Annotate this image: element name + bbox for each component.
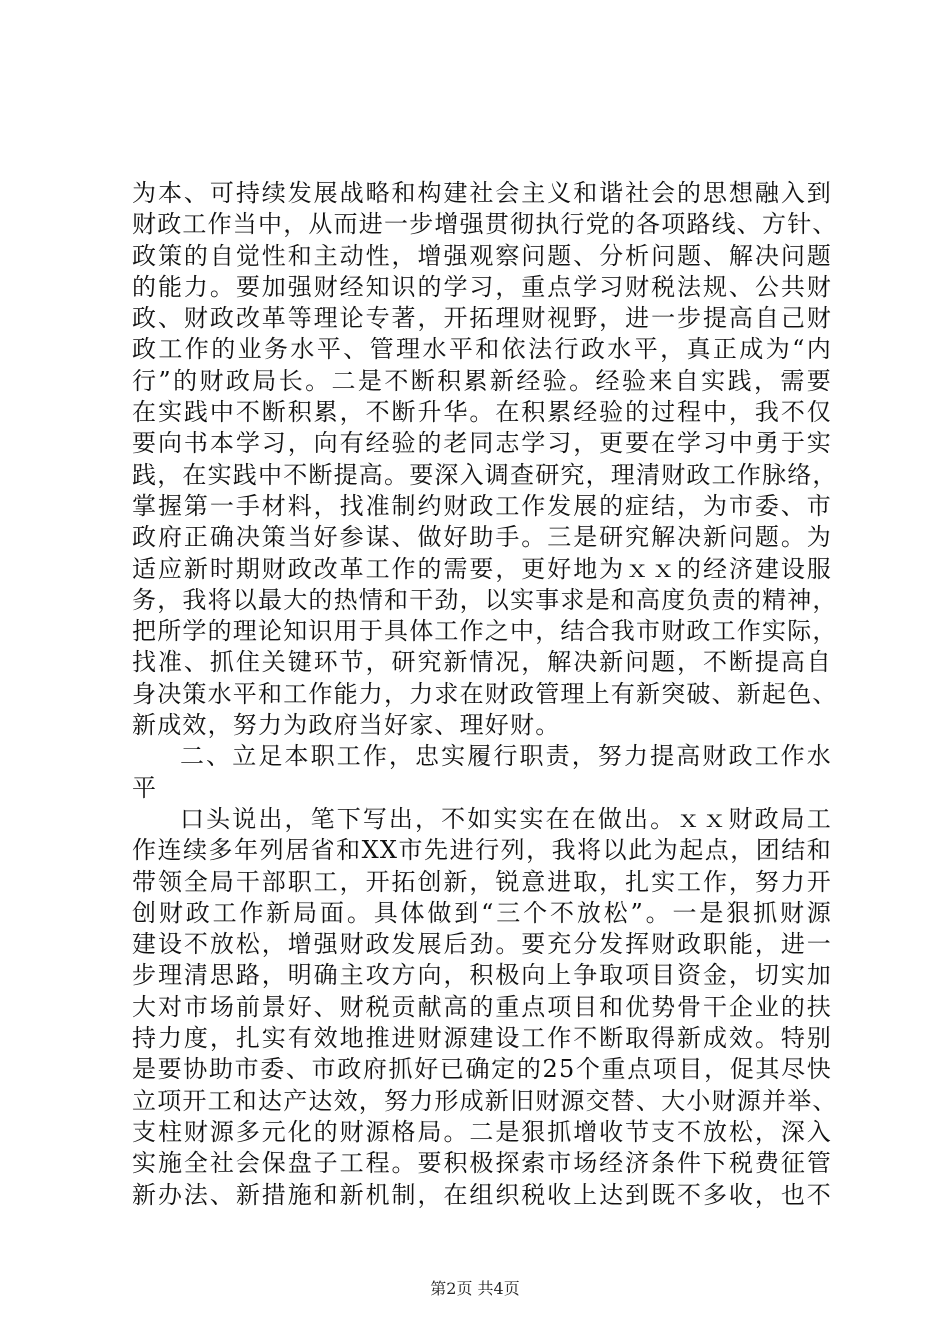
text-line: 行”的财政局长。二是不断积累新经验。经验来自实践，需要 (132, 366, 832, 395)
text-line: 找准、抓住关键环节，研究新情况，解决新问题，不断提高自 (132, 648, 832, 677)
text-line: 步理清思路，明确主攻方向，积极向上争取项目资金，切实加 (132, 961, 832, 990)
text-line: 二、立足本职工作，忠实履行职责，努力提高财政工作水 (180, 742, 832, 771)
text-line: 践，在实践中不断提高。要深入调查研究，理清财政工作脉络， (132, 460, 838, 489)
text-line: 要向书本学习，向有经验的老同志学习，更要在学习中勇于实 (132, 429, 832, 458)
text-line: 持力度，扎实有效地推进财源建设工作不断取得新成效。特别 (132, 1024, 832, 1053)
text-line: 政府正确决策当好参谋、做好助手。三是研究解决新问题。为 (132, 523, 832, 552)
text-line: 新成效，努力为政府当好家、理好财。 (132, 711, 561, 740)
text-line: 政工作的业务水平、管理水平和依法行政水平，真正成为“内 (132, 335, 832, 364)
text-line: 在实践中不断积累，不断升华。在积累经验的过程中，我不仅 (132, 398, 832, 427)
text-line: 新办法、新措施和新机制，在组织税收上达到既不多收，也不 (132, 1180, 832, 1209)
text-line: 身决策水平和工作能力，力求在财政管理上有新突破、新起色、 (132, 679, 838, 708)
text-line: 带领全局干部职工，开拓创新，锐意进取，扎实工作，努力开 (132, 867, 832, 896)
text-line: 是要协助市委、市政府抓好已确定的25个重点项目，促其尽快 (132, 1055, 832, 1084)
text-line: 口头说出，笔下写出，不如实实在在做出。ｘｘ财政局工 (180, 804, 832, 833)
text-line: 适应新时期财政改革工作的需要，更好地为ｘｘ的经济建设服 (132, 554, 832, 583)
text-line: 财政工作当中，从而进一步增强贯彻执行党的各项路线、方针、 (132, 210, 838, 239)
text-line: 作连续多年列居省和XX市先进行列，我将以此为起点，团结和 (132, 836, 832, 865)
text-line: 的能力。要加强财经知识的学习，重点学习财税法规、公共财 (132, 272, 832, 301)
text-line: 政策的自觉性和主动性，增强观察问题、分析问题、解决问题 (132, 241, 832, 270)
text-line: 支柱财源多元化的财源格局。二是狠抓增收节支不放松，深入 (132, 1117, 832, 1146)
text-line: 为本、可持续发展战略和构建社会主义和谐社会的思想融入到 (132, 179, 832, 207)
page-footer: 第2页 共4页 (430, 1279, 520, 1298)
text-line: 掌握第一手材料，找准制约财政工作发展的症结，为市委、市 (132, 491, 832, 520)
text-line: 创财政工作新局面。具体做到“三个不放松”。一是狠抓财源 (132, 898, 832, 927)
document-body (132, 178, 838, 1211)
text-line: 把所学的理论知识用于具体工作之中，结合我市财政工作实际， (132, 617, 838, 646)
text-line: 立项开工和达产达效，努力形成新旧财源交替、大小财源并举、 (132, 1086, 838, 1115)
text-line: 大对市场前景好、财税贡献高的重点项目和优势骨干企业的扶 (132, 992, 832, 1021)
text-line: 务，我将以最大的热情和干劲，以实事求是和高度负责的精神， (132, 585, 838, 614)
text-line: 实施全社会保盘子工程。要积极探索市场经济条件下税费征管 (132, 1149, 832, 1178)
text-line: 建设不放松，增强财政发展后劲。要充分发挥财政职能，进一 (132, 930, 832, 959)
text-line: 平 (132, 773, 158, 802)
text-line: 政、财政改革等理论专著，开拓理财视野，进一步提高自己财 (132, 304, 832, 333)
